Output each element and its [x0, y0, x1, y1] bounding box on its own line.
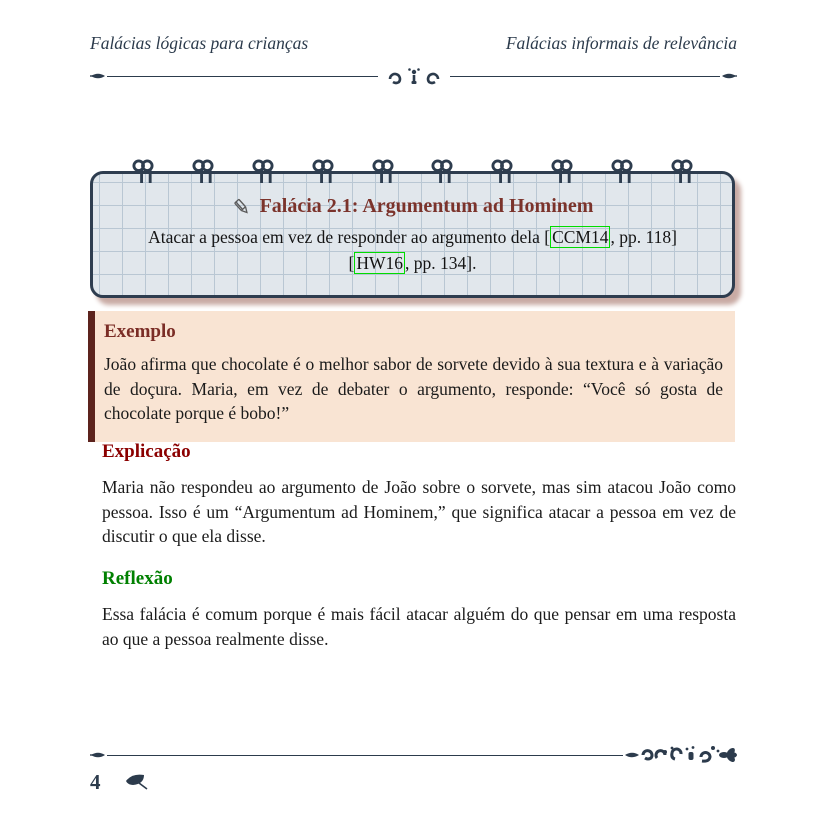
page-header — [90, 33, 737, 54]
pencil-icon — [232, 197, 251, 216]
header-divider — [90, 66, 737, 86]
spiral-binding-icon — [132, 158, 154, 185]
leaf-ornament-icon — [90, 71, 107, 81]
header-right-title: Falácias informais de relevância — [505, 33, 737, 53]
explanation-heading: Explicação — [102, 441, 191, 462]
divider-line — [107, 76, 378, 77]
reflection-body: Essa falácia é comum porque é mais fácil atacar alguém do que pensar em uma resposta ao que a pessoa realmente disse. — [102, 604, 736, 649]
fallacy-definition — [121, 224, 704, 276]
example-body: João afirma que chocolate é o melhor sabor de sorvete devido à sua textura e à variação de doçura. Maria, em vez de debater o argumento, responde: “Você só gosta de chocolate porque é bobo!” — [104, 354, 723, 423]
spiral-binding-icon — [611, 158, 633, 185]
fallacy-title: Falácia 2.1: Argumentum ad Hominem — [259, 195, 594, 217]
scroll-center-ornament-icon — [386, 66, 442, 86]
spiral-binding-icon — [312, 158, 334, 185]
spiral-binding-icon — [431, 158, 453, 185]
divider-line — [450, 76, 721, 77]
explanation-section — [102, 441, 736, 549]
header-left-title: Falácias lógicas para crianças — [90, 33, 309, 53]
footer — [90, 770, 151, 795]
example-callout — [88, 311, 735, 442]
spiral-binding — [132, 158, 693, 185]
page-leaf-icon — [123, 772, 151, 794]
example-heading: Exemplo — [104, 321, 176, 342]
citation-link-ccm14[interactable]: CCM14 — [552, 227, 609, 247]
leaf-ornament-icon — [90, 750, 107, 760]
spiral-binding-icon — [491, 158, 513, 185]
definition-text: , pp. 118][ — [348, 227, 677, 273]
spiral-binding-icon — [192, 158, 214, 185]
definition-text: , pp. 134]. — [405, 253, 477, 273]
spiral-binding-icon — [252, 158, 274, 185]
definition-text: Atacar a pessoa em vez de responder ao argumento dela [ — [148, 227, 551, 247]
divider-line — [107, 755, 623, 756]
fallacy-title-row — [121, 195, 704, 217]
reflection-heading: Reflexão — [102, 568, 173, 589]
spiral-binding-icon — [551, 158, 573, 185]
footer-divider — [90, 744, 737, 766]
page-number: 4 — [90, 770, 101, 794]
explanation-body: Maria não respondeu ao argumento de João sobre o sorvete, mas sim atacou João como pessoa. Isso é um “Argumentum ad Hominem,” que significa atacar a pessoa em vez de discutir o que ela disse. — [102, 477, 736, 546]
reflection-section — [102, 568, 736, 651]
fallacy-card — [90, 171, 735, 298]
spiral-binding-icon — [671, 158, 693, 185]
spiral-binding-icon — [372, 158, 394, 185]
citation-link-hw16[interactable]: HW16 — [356, 253, 404, 273]
footer-ornament-cluster-icon — [625, 744, 737, 766]
fallacy-notebook-box — [90, 171, 735, 298]
leaf-ornament-icon — [720, 71, 737, 81]
